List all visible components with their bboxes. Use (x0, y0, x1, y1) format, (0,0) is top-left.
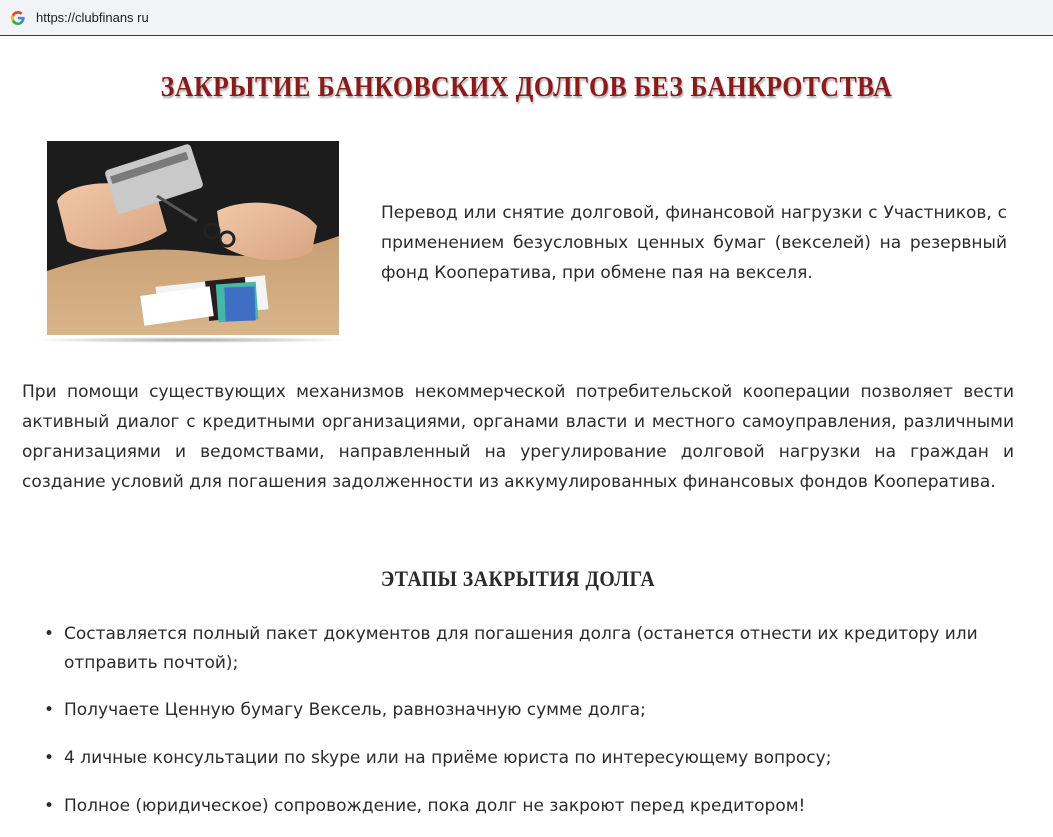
bullet-icon: • (44, 748, 55, 768)
google-icon (10, 10, 26, 26)
bullet-icon: • (44, 796, 55, 816)
list-item (44, 620, 1014, 696)
address-bar[interactable] (0, 0, 1053, 36)
bullet-icon: • (44, 700, 55, 720)
intro-text: Перевод или снятие долговой, финансовой нагрузки с Участников, с применением безусловных ценных бумаг (векселей) на резервный фонд Кооператива, при обмене пая на векселя. (381, 203, 1007, 283)
list-item (44, 744, 1014, 792)
steps-list (44, 620, 1014, 821)
image-shadow (30, 337, 350, 343)
url-text[interactable]: https://clubfinans ru (36, 10, 149, 25)
card-cutting-illustration (47, 141, 339, 335)
steps-title: ЭТАПЫ ЗАКРЫТИЯ ДОЛГА (380, 566, 656, 591)
main-paragraph: При помощи существующих механизмов некоммерческой потребительской кооперации позволяет вести активный диалог с кредитными организациями, органами власти и местного самоуправления, различными организациями и ведомствами, направленный на урегулирование долговой нагрузки на граждан и создание условий для погашения задолженности из аккумулированных финансовых фондов Кооператива. (22, 382, 1014, 492)
bullet-icon: • (44, 624, 55, 644)
list-item (44, 792, 1014, 821)
step-text: Полное (юридическое) сопровождение, пока долг не закроют перед кредитором! (64, 796, 806, 816)
hero-image (47, 141, 339, 335)
step-text: Составляется полный пакет документов для погашения долга (останется отнести их кредитору или отправить почтой); (64, 624, 978, 673)
step-text: Получаете Ценную бумагу Вексель, равнозначную сумме долга; (64, 700, 646, 720)
list-item (44, 696, 1014, 744)
page-title: ЗАКРЫТИЕ БАНКОВСКИХ ДОЛГОВ БЕЗ БАНКРОТСТВА (160, 72, 893, 103)
step-text: 4 личные консультации по skype или на приёме юриста по интересующему вопросу; (64, 748, 832, 768)
